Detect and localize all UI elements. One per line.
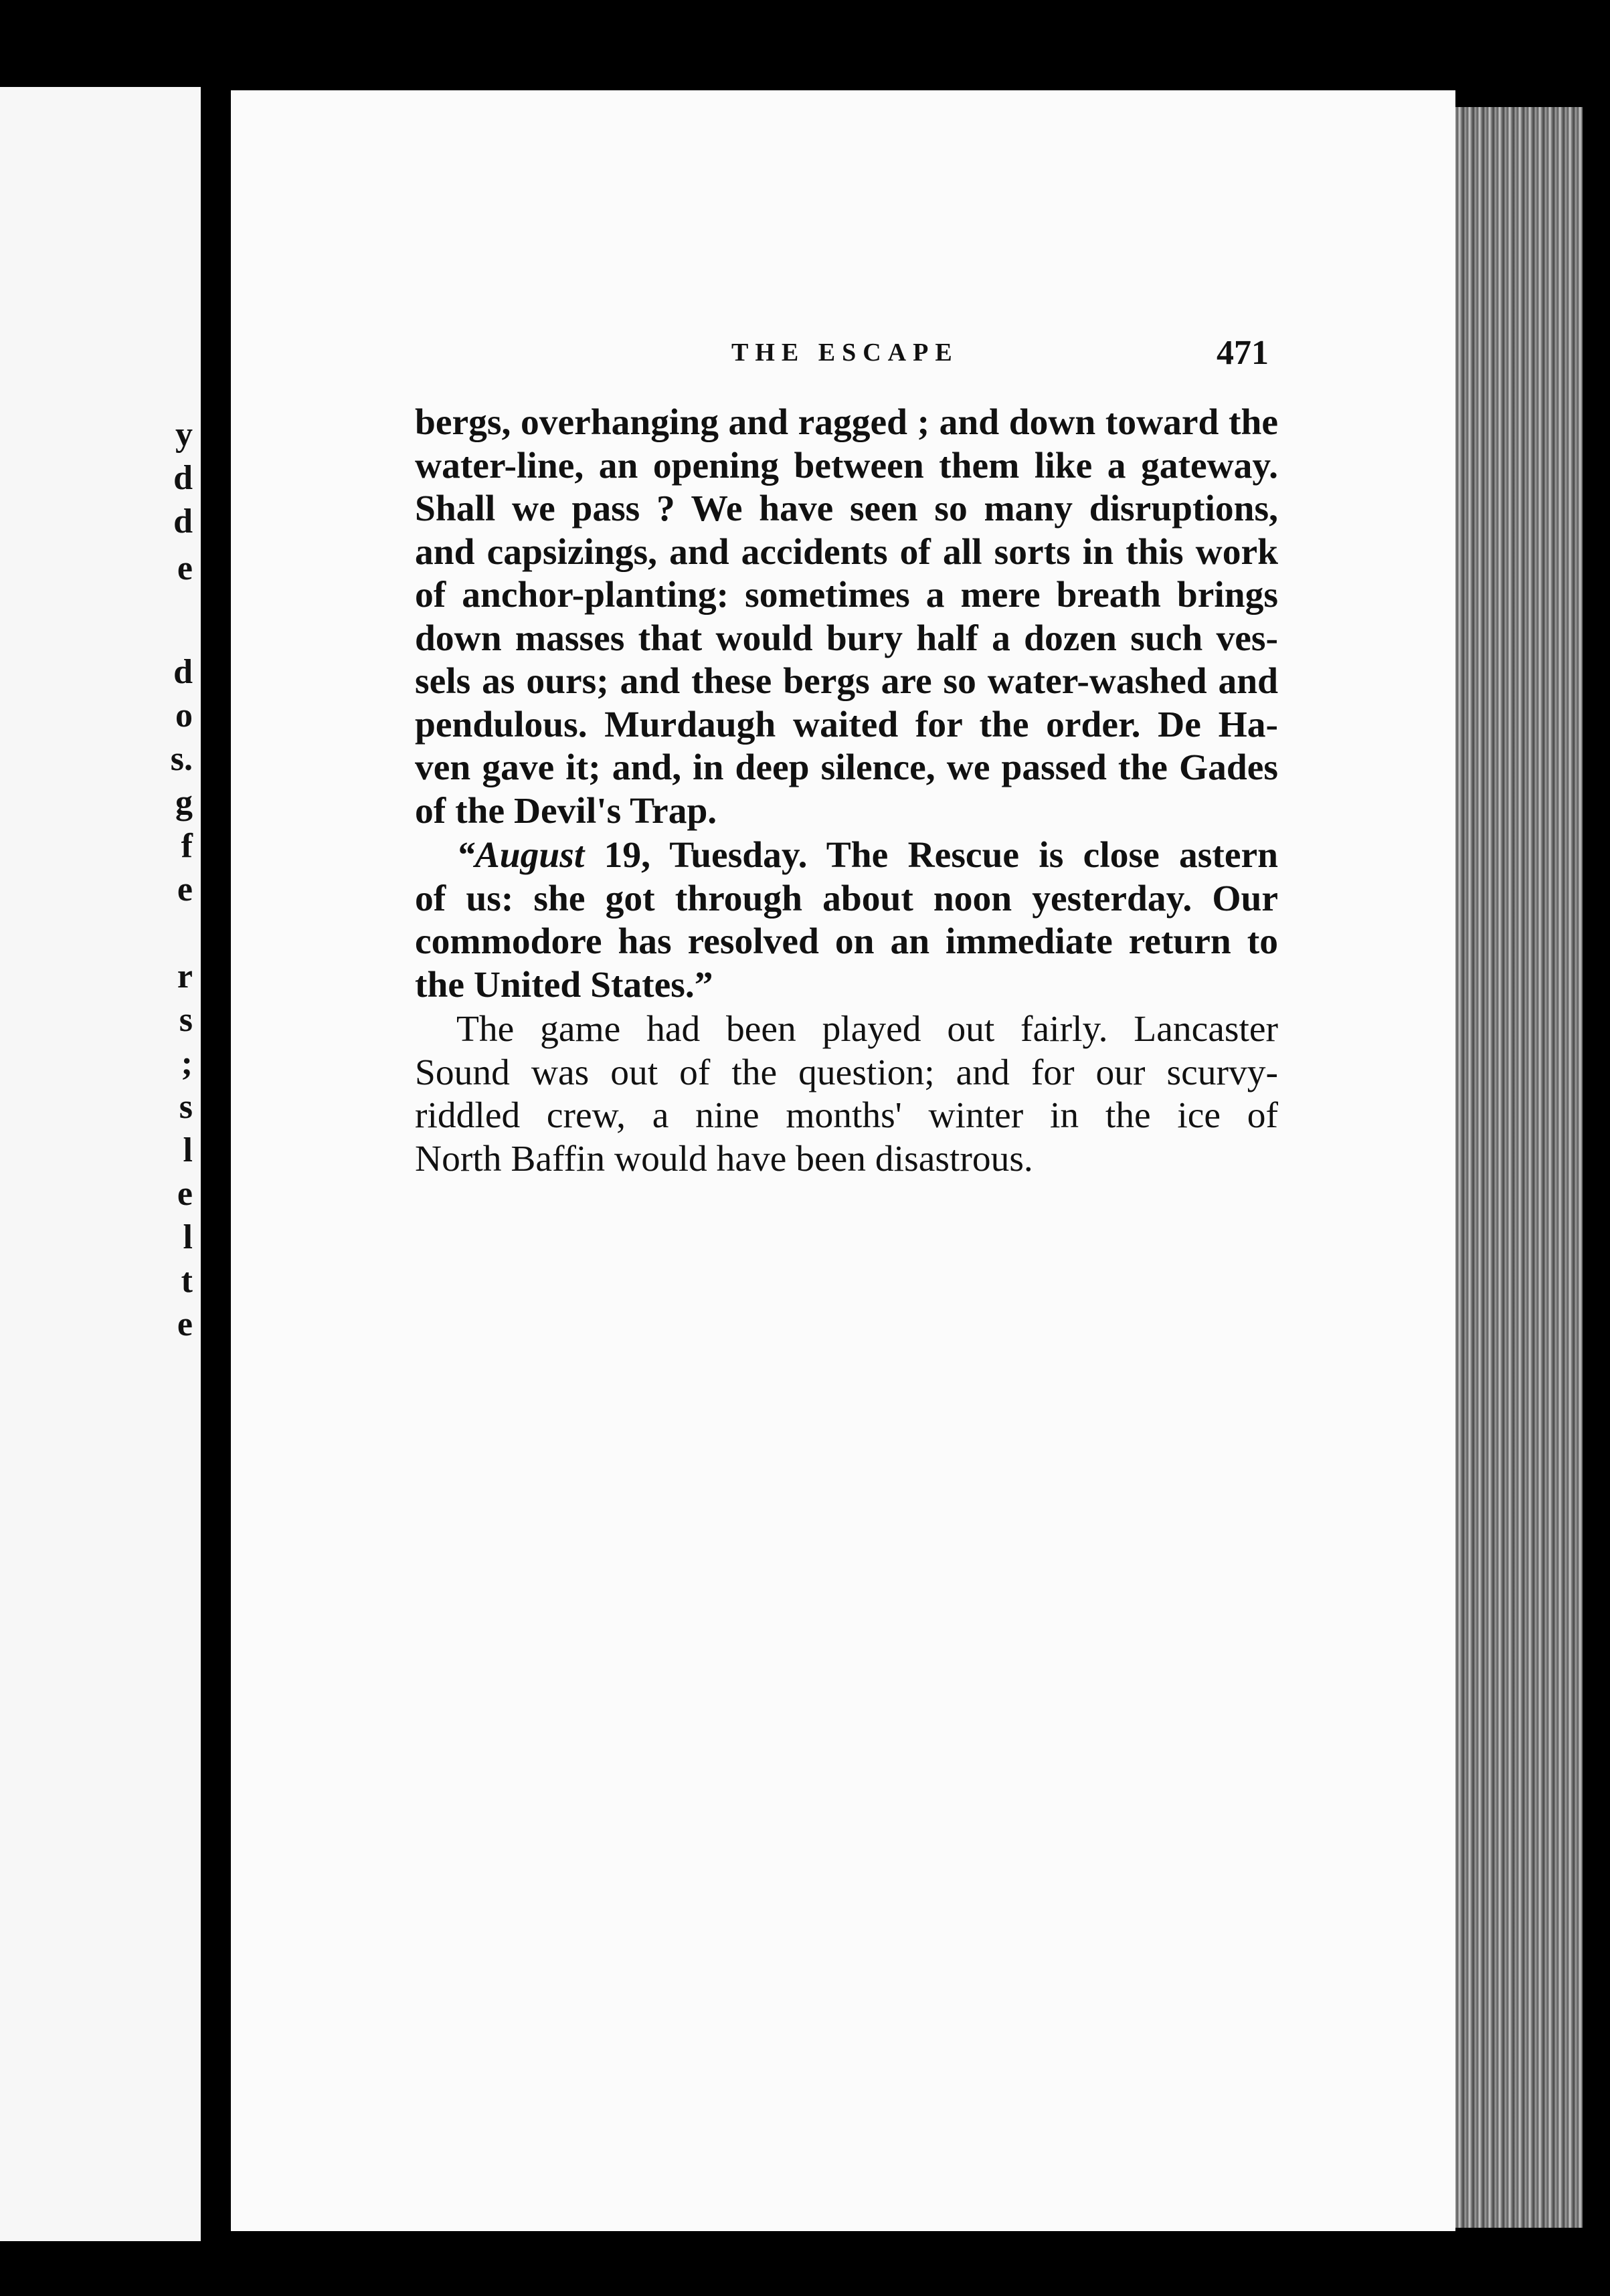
facing-page-text-fragment: e: [177, 1305, 193, 1343]
text-line: North Baffin would have been disastrous.: [415, 1138, 1033, 1179]
facing-page-text-fragment: d: [173, 653, 193, 691]
text-line: Sound was out of the question; and for our scurvy-: [415, 1052, 1278, 1093]
facing-page-text-fragment: d: [173, 459, 193, 497]
text-line: bergs, overhanging and ragged ; and down toward the: [415, 402, 1278, 443]
text-line: the United States.”: [415, 964, 713, 1006]
text-line: pendulous. Murdaugh waited for the order. De Ha-: [415, 704, 1278, 745]
body-text: [415, 401, 1278, 1182]
text-line: Shall we pass ? We have seen so many disruptions,: [415, 488, 1278, 529]
facing-page-text-fragment: t: [181, 1262, 193, 1300]
facing-page-text-fragment: s.: [170, 740, 193, 778]
facing-page-text-fragment: d: [173, 502, 193, 541]
facing-page-text-fragment: e: [177, 549, 193, 587]
text-line: [415, 834, 1278, 878]
facing-page-text-fragment: f: [181, 827, 193, 865]
text-line: riddled crew, a nine months' winter in the ice of: [415, 1095, 1278, 1136]
italic-date: “August: [456, 835, 585, 876]
book-gutter: [201, 87, 231, 2241]
facing-page-text-fragment: g: [175, 783, 193, 822]
paragraph-2: [415, 834, 1278, 1007]
facing-page-text-fragment: s: [179, 1001, 193, 1039]
text-line-rest: 19, Tuesday. The Rescue is close astern: [584, 835, 1278, 876]
paragraph-1: [415, 401, 1278, 833]
paragraph-3: [415, 1008, 1278, 1181]
text-line: down masses that would bury half a dozen such ves-: [415, 617, 1278, 659]
facing-page-text-fragment: r: [177, 957, 193, 995]
facing-page-text-fragment: l: [183, 1218, 193, 1256]
text-line: water-line, an opening between them like a gateway.: [415, 445, 1278, 486]
page-number: 471: [1217, 334, 1269, 372]
facing-page-text-fragment: e: [177, 870, 193, 908]
facing-page-text-fragment: o: [175, 696, 193, 735]
text-line: commodore has resolved on an immediate return to: [415, 921, 1278, 962]
facing-page-fragment: [0, 87, 201, 2241]
facing-page-text-fragment: ;: [181, 1044, 193, 1082]
text-line: of the Devil's Trap.: [415, 790, 717, 832]
facing-page-text-fragment: y: [175, 415, 193, 454]
text-line: of us: she got through about noon yesterday. Our: [415, 878, 1278, 919]
text-line: and capsizings, and accidents of all sorts in this work: [415, 531, 1278, 573]
text-line: of anchor-planting: sometimes a mere breath brings: [415, 575, 1278, 615]
text-line: ven gave it; and, in deep silence, we passed the Gades: [415, 747, 1278, 788]
facing-page-text-fragment: l: [183, 1131, 193, 1169]
text-line: sels as ours; and these bergs are so water-washed and: [415, 661, 1278, 702]
running-head: THE ESCAPE: [731, 339, 959, 367]
facing-page-text-fragment: e: [177, 1175, 193, 1213]
facing-page-text-fragment: s: [179, 1088, 193, 1126]
page-edge-stack: [1455, 107, 1583, 2228]
text-line: The game had been played out fairly. Lancaster: [456, 1009, 1278, 1050]
